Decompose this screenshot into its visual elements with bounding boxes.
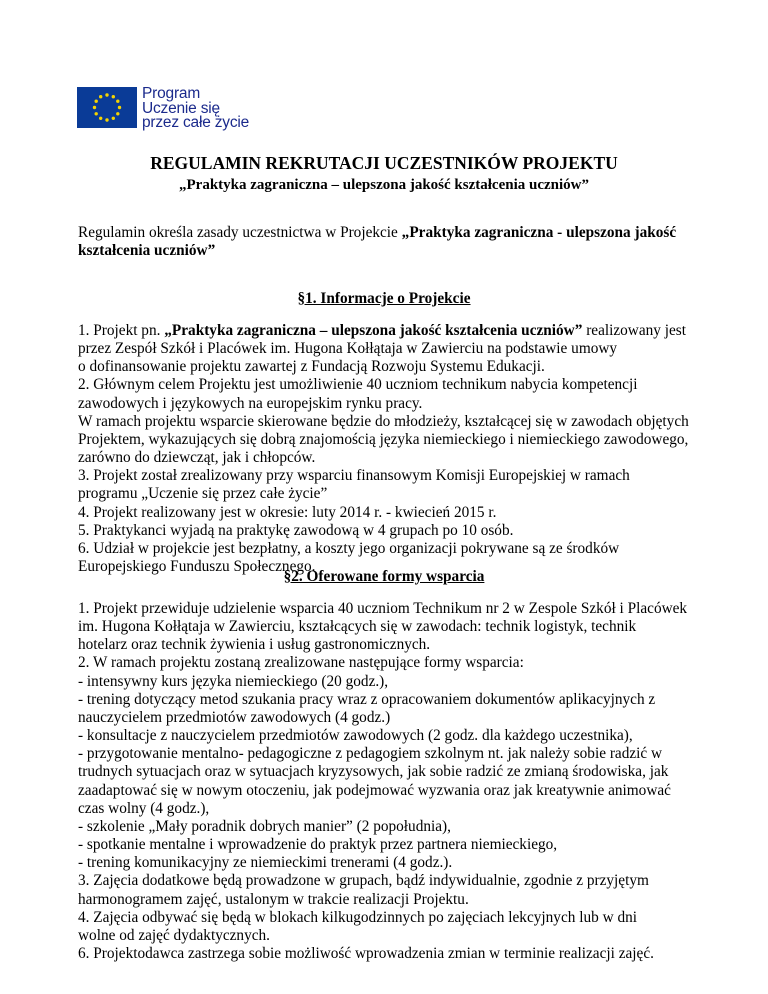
section1-line: W ramach projektu wsparcie skierowane będzie do młodzieży, kształcącej się w zawodach objętych xyxy=(78,412,689,430)
section1-body xyxy=(78,322,693,576)
document-subtitle: „Praktyka zagraniczna – ulepszona jakość kształcenia uczniów” xyxy=(179,177,589,193)
section2-line: - szkolenie „Mały poradnik dobrych manier” (2 popołudnia), xyxy=(78,817,451,835)
section2-heading: §2. Oferowane formy wsparcia xyxy=(283,568,485,585)
logo-line: Uczenie się xyxy=(142,99,220,117)
intro-project-name: „Praktyka zagraniczna - ulepszona jakość kształcenia uczniów” xyxy=(78,224,677,260)
document-title: REGULAMIN REKRUTACJI UCZESTNIKÓW PROJEKTU xyxy=(150,153,618,173)
section1-line: Europejskiego Funduszu Społecznego. xyxy=(78,558,316,576)
logo-line: Program xyxy=(142,85,201,102)
intro-text: Regulamin określa zasady uczestnictwa w Projekcie xyxy=(78,224,402,241)
section1-line: 5. Praktykanci wyjadą na praktykę zawodową w 4 grupach po 10 osób. xyxy=(78,521,514,539)
section2-line: harmonogramem zajęć, ustalonym w trakcie realizacji Projektu. xyxy=(78,890,469,908)
section1-line: o dofinansowanie projektu zawartej z Fundacją Rozwoju Systemu Edukacji. xyxy=(78,358,545,376)
logo-line: przez całe życie xyxy=(142,114,250,132)
section1-line xyxy=(78,322,693,340)
section1-line: 6. Udział w projekcie jest bezpłatny, a koszty jego organizacji pokrywane są ze środków xyxy=(78,539,620,557)
item1-project-name: „Praktyka zagraniczna – ulepszona jakość kształcenia uczniów” xyxy=(164,322,583,339)
section2-line: 4. Zajęcia odbywać się będą w blokach kilkugodzinnych po zajęciach lekcyjnych lub w dni xyxy=(78,908,637,926)
section2-line: - intensywny kurs języka niemieckiego (20 godz.), xyxy=(78,672,389,690)
section2-line: hotelarz oraz technik żywienia i usług gastronomicznych. xyxy=(78,636,431,654)
section2-line: - konsultacje z nauczycielem przedmiotów zawodowych (2 godz. dla każdego uczestnika), xyxy=(78,727,633,745)
section1-line: 3. Projekt został zrealizowany przy wsparciu finansowym Komisji Europejskiej w ramach xyxy=(78,467,630,485)
section2-line: czas wolny (4 godz.), xyxy=(78,799,210,817)
section1-line: zarówno do dziewcząt, jak i chłopców. xyxy=(78,449,316,467)
section1-line: zawodowych i językowych na europejskim rynku pracy. xyxy=(78,394,423,412)
item1-prefix: 1. Projekt pn. xyxy=(78,322,165,339)
section2-line: im. Hugona Kołłątaja w Zawierciu, kształcących się w zawodach: technik logistyk, technik xyxy=(78,618,637,636)
section1-line: Projektem, wykazujących się dobrą znajomością języka niemieckiego i niemieckiego zawodowego, xyxy=(78,430,689,448)
section2-line: trudnych sytuacjach oraz w sytuacjach kryzysowych, jak sobie radzić ze zmianą środowiska, jak xyxy=(78,763,669,781)
section1-heading: §1. Informacje o Projekcie xyxy=(297,290,471,307)
section2-line: 2. W ramach projektu zostaną zrealizowane następujące formy wsparcia: xyxy=(78,654,524,672)
section2-line: wolne od zajęć dydaktycznych. xyxy=(78,926,270,944)
section2-line: nauczycielem przedmiotów zawodowych (4 godz.) xyxy=(78,708,391,726)
section2-body xyxy=(78,600,693,963)
section2-line: - trening dotyczący metod szukania pracy wraz z opracowaniem dokumentów aplikacyjnych z xyxy=(78,690,656,708)
section2-line: 6. Projektodawca zastrzega sobie możliwość wprowadzenia zmian w terminie realizacji zajęć. xyxy=(78,944,654,962)
section2-line: zaadaptować się w nowym otoczeniu, jak podejmować wyzwania oraz jak kreatywnie animować xyxy=(78,781,671,799)
section1-line: 4. Projekt realizowany jest w okresie: luty 2014 r. - kwiecień 2015 r. xyxy=(78,503,497,521)
section1-line: przez Zespół Szkół i Placówek im. Hugona Kołłątaja w Zawierciu na podstawie umowy xyxy=(78,340,618,358)
logo-text xyxy=(142,87,249,131)
eu-flag-icon xyxy=(77,87,137,128)
section2-line: - przygotowanie mentalno- pedagogiczne z pedagogiem szkolnym nt. jak należy sobie radzić w xyxy=(78,745,663,763)
section2-line: - spotkanie mentalne i wprowadzenie do praktyk przez partnera niemieckiego, xyxy=(78,836,558,854)
section2-line: - trening komunikacyjny ze niemieckimi trenerami (4 godz.). xyxy=(78,854,453,872)
section2-line: 3. Zajęcia dodatkowe będą prowadzone w grupach, bądź indywidualnie, zgodnie z przyjętym xyxy=(78,872,649,890)
item1-suffix: realizowany jest xyxy=(582,322,687,339)
program-logo xyxy=(77,87,252,137)
section1-line: programu „Uczenie się przez całe życie” xyxy=(78,485,328,503)
eu-stars-icon xyxy=(77,87,137,128)
intro-paragraph xyxy=(78,224,690,260)
section2-line: 1. Projekt przewiduje udzielenie wsparcia 40 uczniom Technikum nr 2 w Zespole Szkół i Placówek xyxy=(78,600,688,617)
section1-line: 2. Głównym celem Projektu jest umożliwienie 40 uczniom technikum nabycia kompetencji xyxy=(78,376,638,394)
